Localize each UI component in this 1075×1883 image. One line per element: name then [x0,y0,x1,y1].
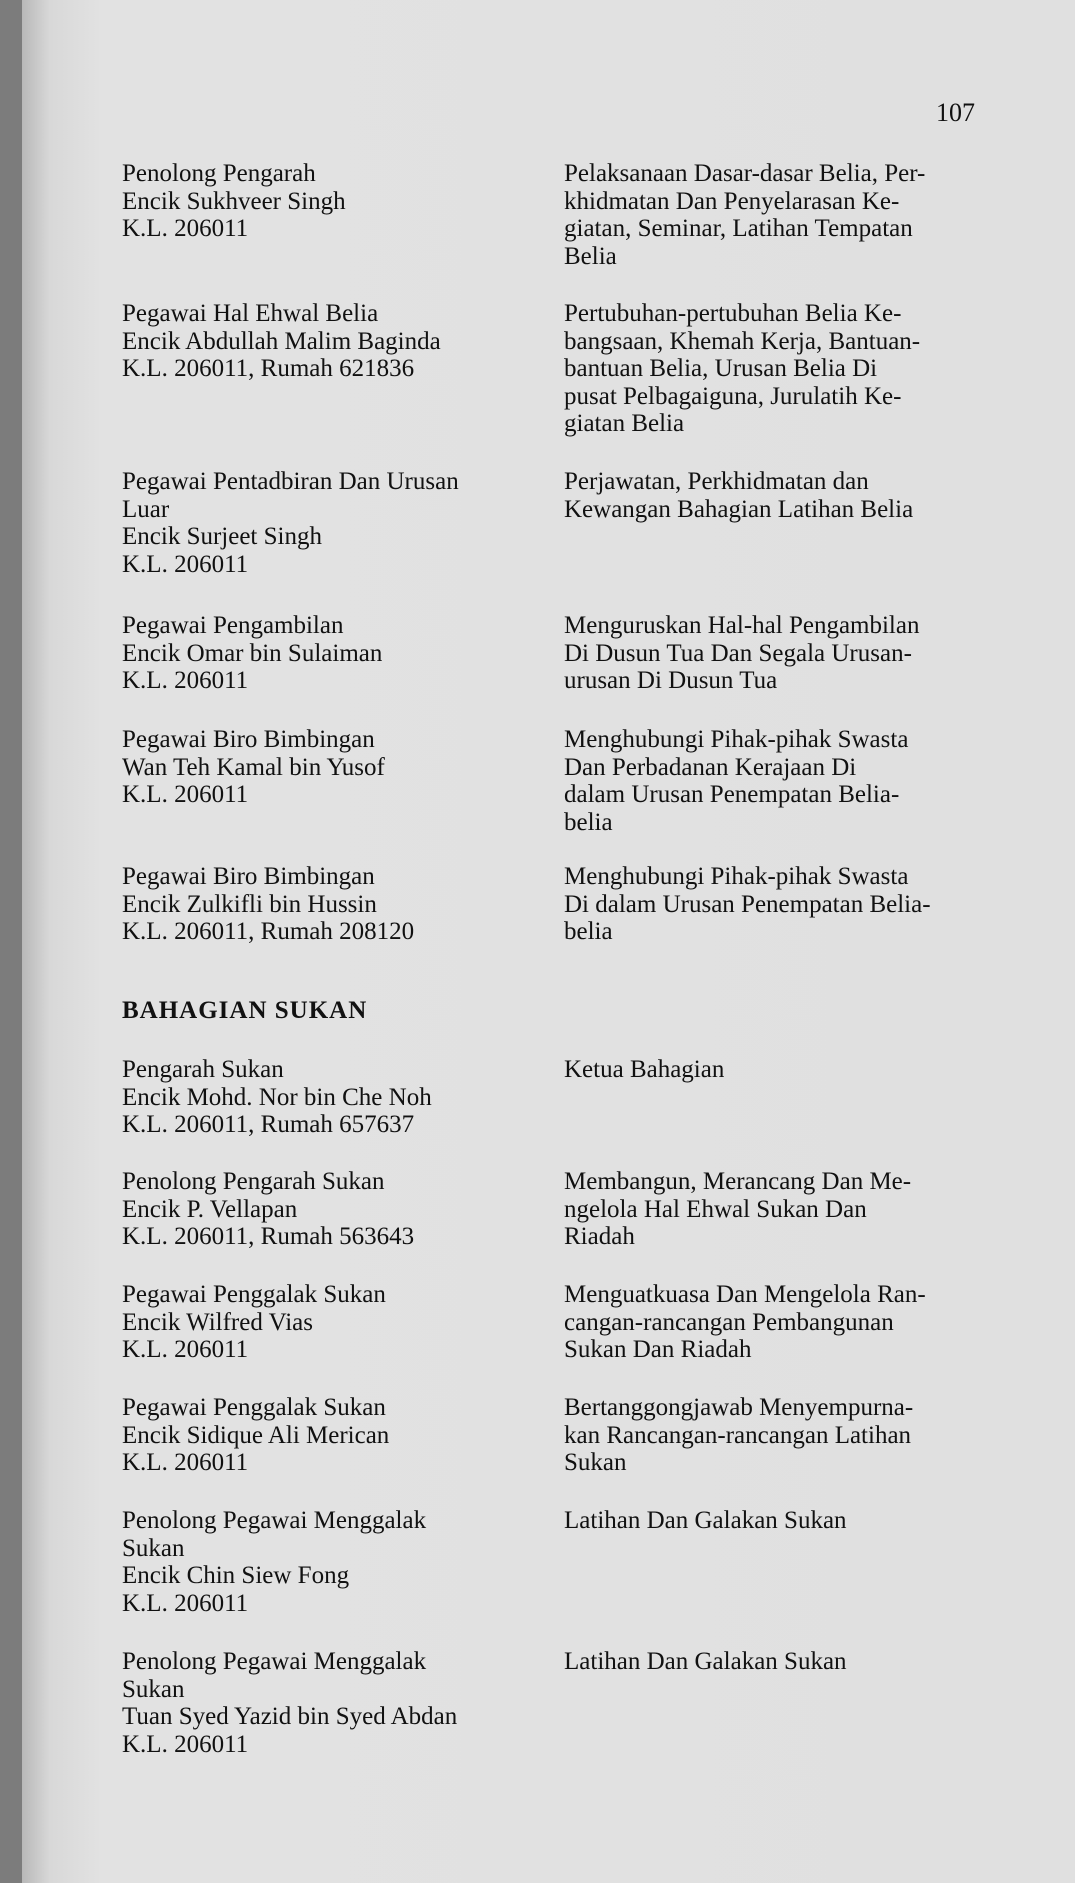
officer-phone: K.L. 206011 [122,667,249,694]
duty-line: bantuan Belia, Urusan Belia Di [564,355,878,382]
officer-details [122,300,532,438]
duty-line: dalam Urusan Penempatan Belia- [564,781,900,808]
duty-line: Menghubungi Pihak-pihak Swasta [564,863,909,890]
duty-line: belia [564,918,613,945]
duty-line: Di Dusun Tua Dan Segala Urusan- [564,639,912,667]
duty-description [564,1648,1000,1758]
duty-description [564,1507,1000,1617]
officer-details [122,1394,532,1477]
duty-description [564,726,1000,836]
duty-line: urusan Di Dusun Tua [564,667,778,694]
duty-line: Perjawatan, Perkhidmatan dan [564,468,869,495]
directory-entry [122,1168,1000,1251]
officer-title: Penolong Pengarah Sukan [122,1168,385,1195]
page-number: 107 [936,98,975,127]
officer-title: Pengarah Sukan [122,1056,284,1083]
officer-title: Pegawai Biro Bimbingan [122,863,375,890]
directory-entry [122,300,1000,438]
officer-details [122,468,532,578]
duty-description [564,1394,1000,1477]
directory-entry [122,1507,1000,1617]
officer-name: Wan Teh Kamal bin Yusof [122,753,385,781]
officer-phone: K.L. 206011, Rumah 563643 [122,1223,415,1250]
officer-details [122,1281,532,1364]
officer-details [122,1648,532,1758]
duty-line: Latihan Dan Galakan Sukan [564,1648,847,1675]
officer-name: Encik Zulkifli bin Hussin [122,890,377,918]
officer-details [122,863,532,946]
directory-entry [122,863,1000,946]
officer-title: Pegawai Pentadbiran Dan Urusan [122,468,459,495]
section-heading: BAHAGIAN SUKAN [122,997,368,1024]
officer-name: Tuan Syed Yazid bin Syed Abdan [122,1703,458,1730]
duty-line: Sukan [564,1449,627,1476]
duty-line: giatan, Seminar, Latihan Tempatan [564,215,913,242]
officer-details [122,1168,532,1251]
duty-line: Menguruskan Hal-hal Pengambilan [564,612,920,639]
duty-line: Belia [564,242,617,270]
duty-line: Menghubungi Pihak-pihak Swasta [564,726,909,753]
duty-description [564,1056,1000,1139]
duty-description [564,612,1000,695]
duty-line: Riadah [564,1223,635,1250]
officer-phone: K.L. 206011 [122,1730,249,1758]
duty-line: belia [564,808,613,836]
officer-name: Encik Wilfred Vias [122,1308,313,1336]
duty-line: pusat Pelbagaiguna, Jurulatih Ke- [564,382,902,410]
directory-entry [122,1394,1000,1477]
duty-description [564,1168,1000,1251]
duty-line: Dan Perbadanan Kerajaan Di [564,753,857,781]
officer-title: Pegawai Hal Ehwal Belia [122,300,379,327]
officer-title: Pegawai Biro Bimbingan [122,726,375,753]
duty-description [564,1281,1000,1364]
duty-line: Di dalam Urusan Penempatan Belia- [564,890,931,918]
officer-phone: K.L. 206011 [122,550,249,578]
duty-description [564,863,1000,946]
officer-phone: K.L. 206011 [122,1336,249,1363]
directory-entry [122,726,1000,836]
officer-name: Encik Omar bin Sulaiman [122,639,383,667]
officer-name: Encik Sukhveer Singh [122,187,346,215]
duty-line: Sukan Dan Riadah [564,1336,752,1363]
officer-name: Encik Surjeet Singh [122,523,322,550]
duty-line: khidmatan Dan Penyelarasan Ke- [564,187,900,215]
officer-phone: K.L. 206011 [122,781,249,808]
officer-title: Penolong Pengarah [122,160,316,187]
officer-phone: K.L. 206011, Rumah 621836 [122,355,415,382]
directory-entry [122,612,1000,695]
book-page [22,0,1075,1883]
duty-description [564,160,1000,270]
officer-details [122,1056,532,1139]
officer-name: Encik Mohd. Nor bin Che Noh [122,1083,432,1111]
directory-entry [122,468,1000,578]
duty-line: Menguatkuasa Dan Mengelola Ran- [564,1281,926,1308]
directory-entry [122,1056,1000,1139]
officer-title: Penolong Pegawai Menggalak [122,1507,427,1534]
directory-entry [122,1281,1000,1364]
officer-phone: K.L. 206011 [122,215,249,242]
duty-line: Pertubuhan-pertubuhan Belia Ke- [564,300,902,327]
duty-line: bangsaan, Khemah Kerja, Bantuan- [564,327,921,355]
duty-line: cangan-rancangan Pembangunan [564,1308,894,1336]
duty-line: kan Rancangan-rancangan Latihan [564,1421,912,1449]
officer-details [122,726,532,836]
duty-description [564,300,1000,438]
directory-entry [122,160,1000,270]
duty-line: giatan Belia [564,410,685,437]
officer-name: Encik Sidique Ali Merican [122,1421,390,1449]
officer-details [122,612,532,695]
officer-title-cont: Luar [122,495,170,523]
officer-title: Pegawai Penggalak Sukan [122,1281,386,1308]
officer-name: Encik Abdullah Malim Baginda [122,327,441,355]
duty-description [564,468,1000,578]
officer-title-cont: Sukan [122,1534,185,1562]
officer-phone: K.L. 206011 [122,1589,249,1617]
officer-name: Encik P. Vellapan [122,1195,298,1223]
officer-details [122,1507,532,1617]
officer-title: Pegawai Penggalak Sukan [122,1394,386,1421]
duty-line: Bertanggongjawab Menyempurna- [564,1394,914,1421]
duty-line: Ketua Bahagian [564,1056,725,1083]
officer-phone: K.L. 206011, Rumah 657637 [122,1111,415,1138]
officer-phone: K.L. 206011 [122,1449,249,1476]
officer-title: Pegawai Pengambilan [122,612,344,639]
officer-phone: K.L. 206011, Rumah 208120 [122,918,415,945]
duty-line: Pelaksanaan Dasar-dasar Belia, Per- [564,160,926,187]
officer-title-cont: Sukan [122,1675,185,1703]
duty-line: Latihan Dan Galakan Sukan [564,1507,847,1534]
duty-line: Membangun, Merancang Dan Me- [564,1168,912,1195]
officer-name: Encik Chin Siew Fong [122,1562,350,1589]
officer-details [122,160,532,270]
duty-line: Kewangan Bahagian Latihan Belia [564,495,914,523]
officer-title: Penolong Pegawai Menggalak [122,1648,427,1675]
duty-line: ngelola Hal Ehwal Sukan Dan [564,1195,867,1223]
directory-entry [122,1648,1000,1758]
